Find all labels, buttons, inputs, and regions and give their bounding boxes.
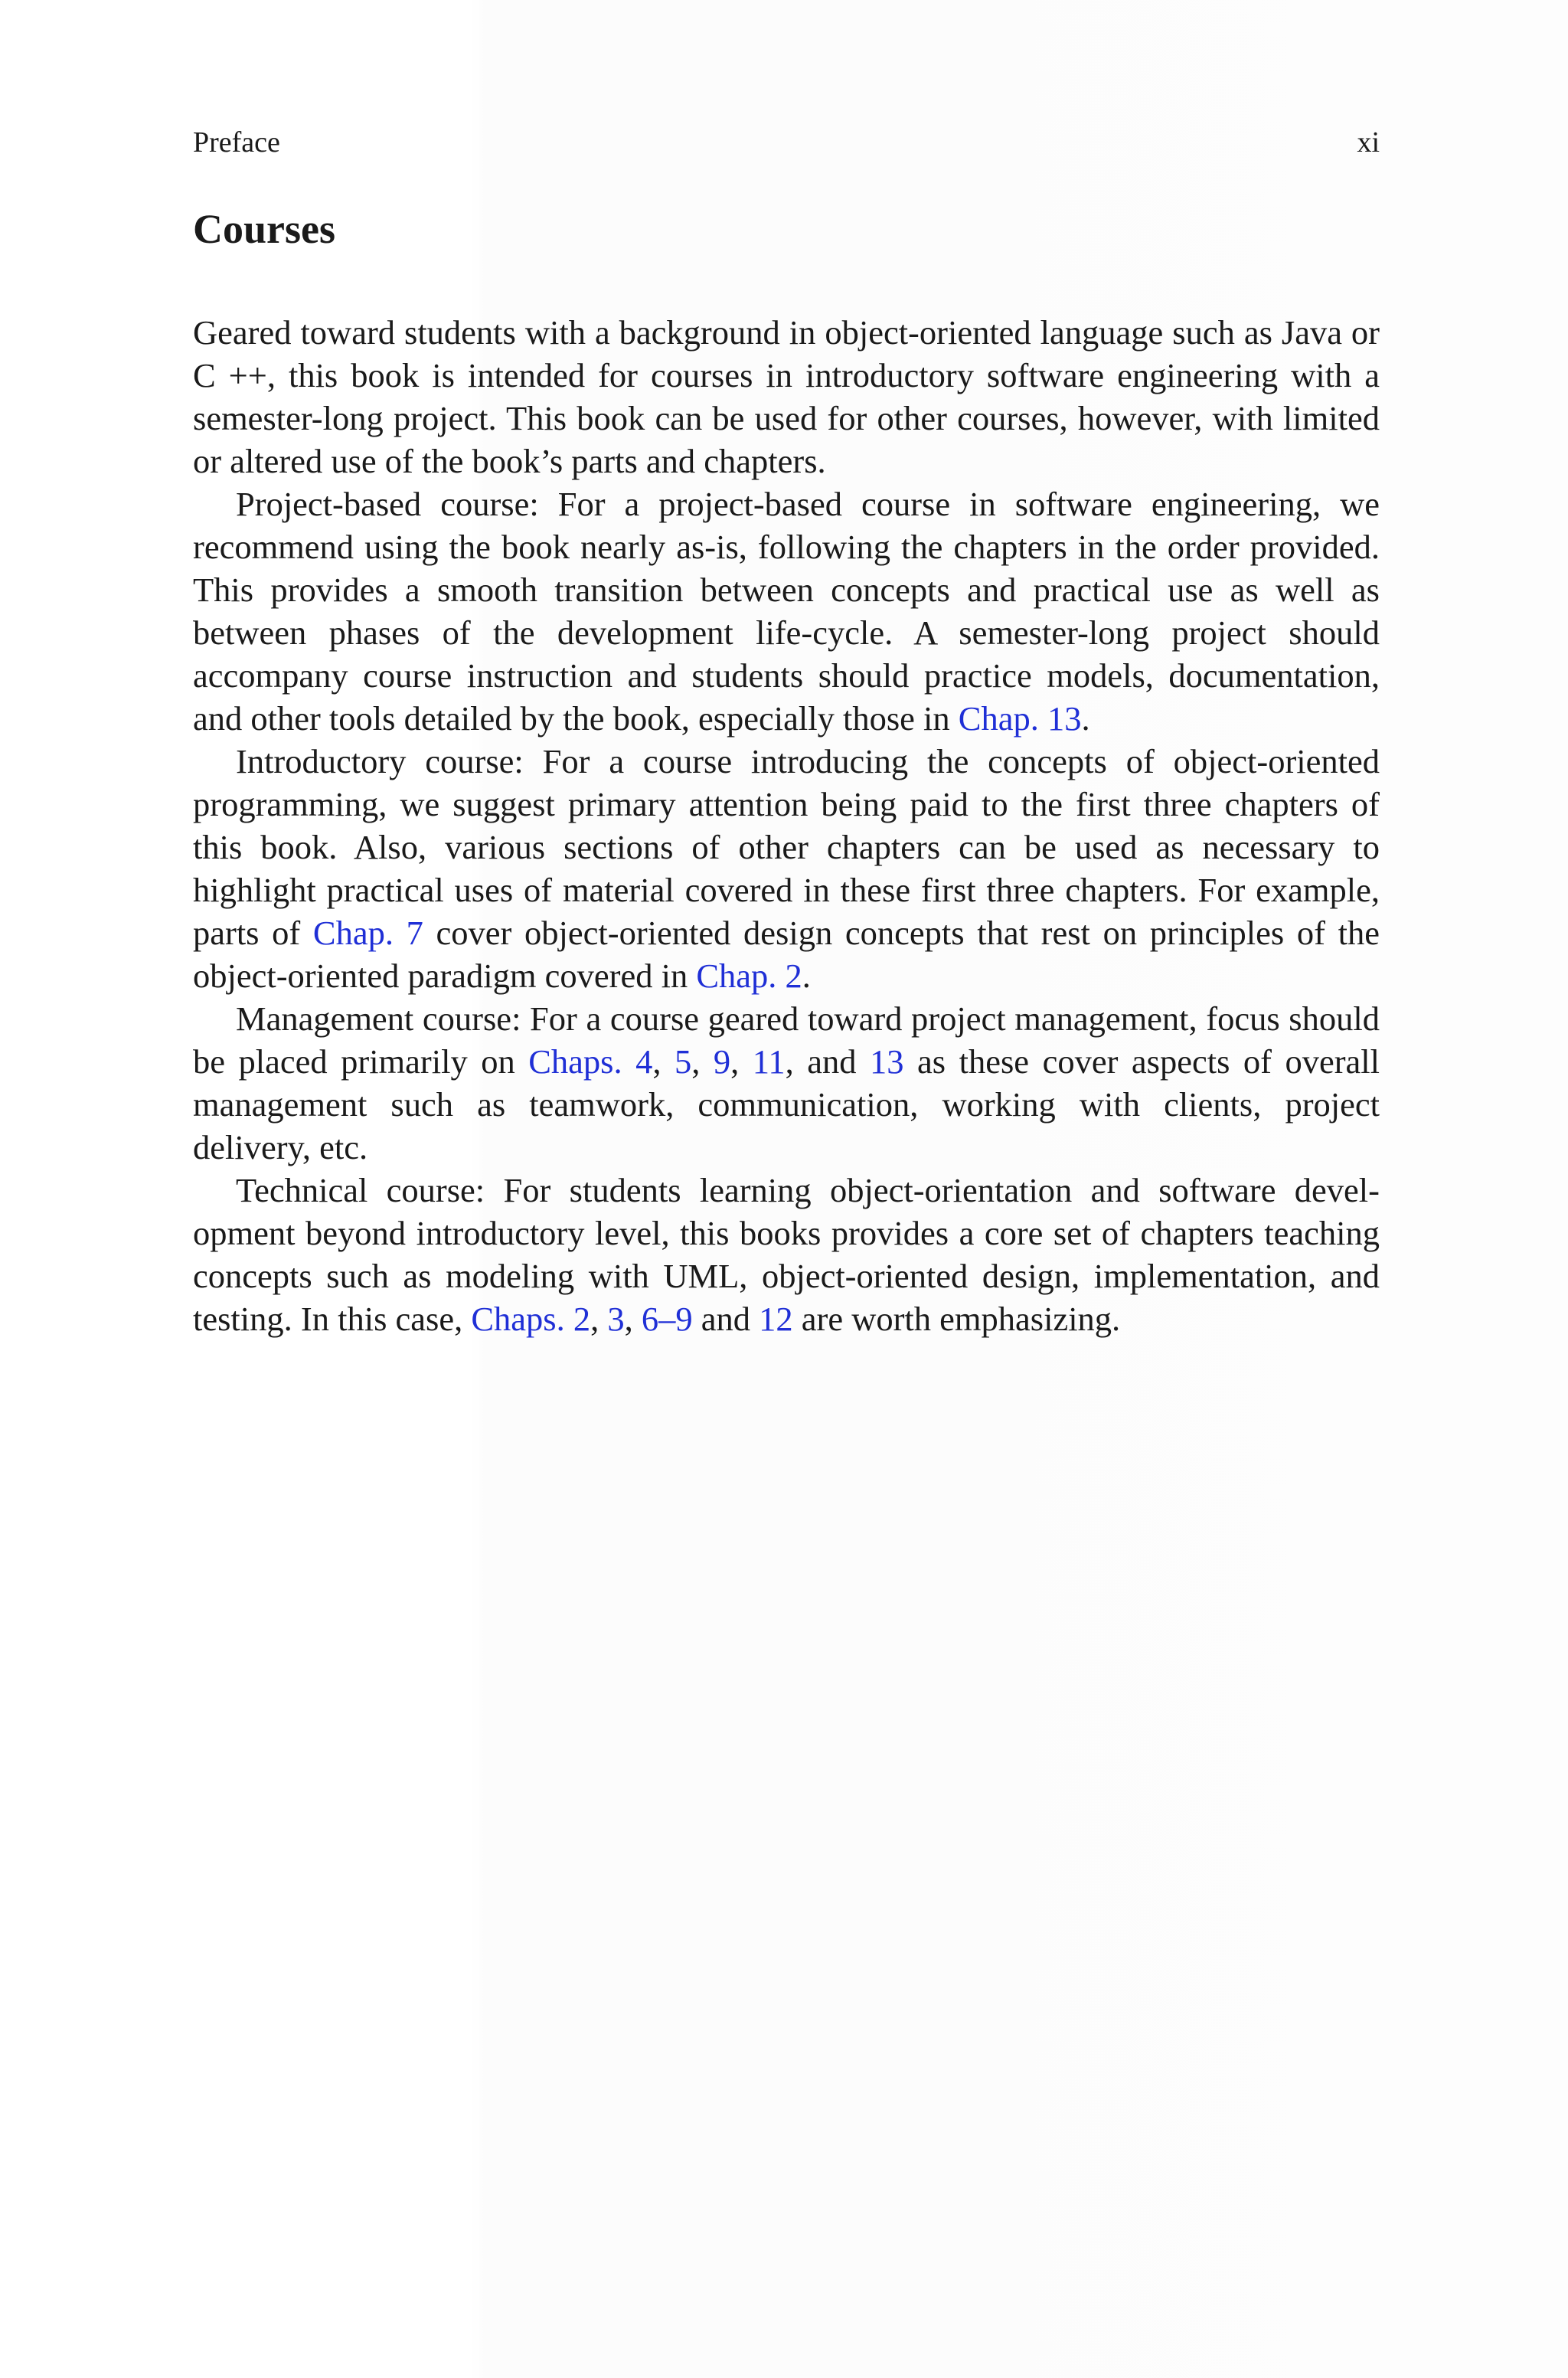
page-number: xi	[1357, 126, 1380, 159]
separator: ,	[624, 1300, 642, 1338]
introductory-paragraph	[193, 740, 1380, 997]
introductory-text-c: .	[802, 957, 811, 995]
running-head-title: Preface	[193, 126, 280, 159]
separator: ,	[730, 1042, 753, 1081]
introductory-text-b: cover object-oriented design concepts that rest on principles of the object-oriented paradigm covered in	[193, 914, 1380, 995]
introductory-text-a: Introductory course: For a course introducing the concepts of object-oriented programming, we suggest primary attention being paid to the first three chapters of this book. Also, various sections of other chapters can be used as necessary to highlight practical uses of material covered in these first three chapters. For example, parts of	[193, 742, 1380, 952]
separator: and	[692, 1300, 760, 1338]
technical-text-b: are worth emphasizing.	[792, 1300, 1121, 1338]
separator: ,	[691, 1042, 714, 1081]
chapter-3-link[interactable]: 3	[607, 1300, 625, 1338]
section-body	[193, 311, 1380, 1340]
chapter-7-link[interactable]: Chap. 7	[312, 914, 423, 952]
running-head	[193, 124, 1380, 161]
separator: , and	[785, 1042, 871, 1081]
chapter-2-link[interactable]: Chaps. 2	[471, 1300, 591, 1338]
chapter-4-link[interactable]: Chaps. 4	[528, 1042, 653, 1081]
chapter-9-link[interactable]: 9	[713, 1042, 731, 1081]
chapter-13-link[interactable]: 13	[870, 1042, 904, 1081]
technical-paragraph	[193, 1169, 1380, 1340]
intro-paragraph	[193, 311, 1380, 482]
chapters-6-9-link[interactable]: 6–9	[641, 1300, 693, 1338]
management-text-b: as these cover aspects of overall management such as teamwork, communication, working with clients, project delivery, etc.	[193, 1042, 1380, 1166]
management-text-a: Management course: For a course geared toward project management, focus should be placed primarily on	[193, 999, 1380, 1081]
chapter-11-link[interactable]: 11	[752, 1042, 786, 1081]
management-paragraph	[193, 997, 1380, 1169]
chapter-12-link[interactable]: 12	[759, 1300, 793, 1338]
chapter-13-link[interactable]: Chap. 13	[958, 699, 1082, 738]
separator: ,	[652, 1042, 675, 1081]
separator: ,	[590, 1300, 608, 1338]
project-based-text: Project-based course: For a project-based course in software engineering, we recommend using the book nearly as-is, following the chapters in the order provided. This provides a smooth transition between concepts and practical use as well as between phases of the development life-cycle. A semester-long project should accompany course instruction and students should practice models, documentation, and other tools detailed by the book, especially those in	[193, 485, 1380, 738]
chapter-5-link[interactable]: 5	[675, 1042, 692, 1081]
chapter-2-link[interactable]: Chap. 2	[696, 957, 802, 995]
project-based-text-end: .	[1081, 699, 1090, 738]
section-title: Courses	[193, 206, 335, 252]
intro-text: Geared toward students with a background in object-oriented language such as Java or C ++, this book is intended for courses in introductory software engineering with a semester-long project. This book can be used for other courses, however, with limited or altered use of the book’s parts and chapters.	[193, 313, 1380, 480]
technical-text-a: Technical course: For students learning object-orientation and software development beyond introductory level, this books provides a core set of chapters teaching concepts such as modeling with UML, object-oriented design, implementation, and testing. In this case,	[193, 1171, 1380, 1338]
project-based-paragraph	[193, 482, 1380, 740]
